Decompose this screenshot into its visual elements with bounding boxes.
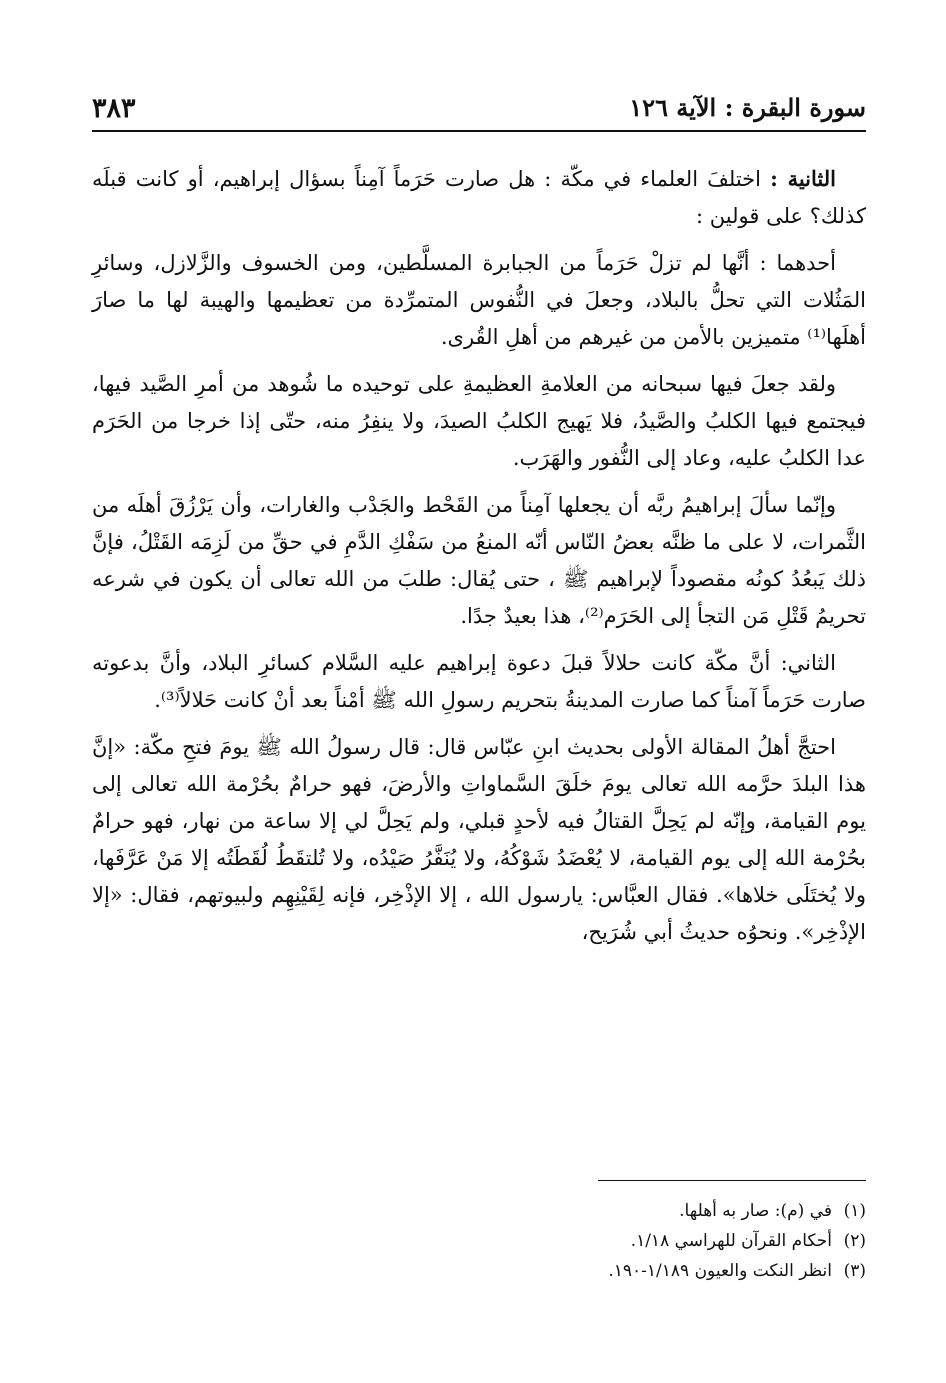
footnote-separator	[598, 1180, 866, 1181]
footnote-number: (١)	[843, 1201, 866, 1221]
main-text	[92, 160, 866, 961]
footnote-text: انظر النكت والعيون ١/١٨٩-١٩٠.	[608, 1261, 832, 1281]
footnote-number: (٢)	[843, 1231, 866, 1251]
footnote-2	[92, 1226, 866, 1256]
paragraph-second-question	[92, 160, 866, 235]
paragraph-second-opinion	[92, 645, 866, 719]
footnotes	[92, 1196, 866, 1286]
paragraph-lead: الثانية :	[770, 166, 836, 191]
paragraph-first-opinion	[92, 245, 866, 356]
paragraph-abraham-request	[92, 487, 866, 635]
paragraph-hunting-sign	[92, 366, 866, 477]
footnote-1	[92, 1196, 866, 1226]
paragraph-text: احتجَّ أهلُ المقالة الأولى بحديث ابنِ عبّاس قال: قال رسولُ الله ﷺ يومَ فتحِ مكّة: «إنَّ هذا البلدَ حرَّمه الله تعالى يومَ خلَقَ السَّماواتِ والأرضَ، فهو حرامٌ بحُرْمة الله تعالى إلى يوم القيامة، وإنّه لم يَحِلَّ القتالُ فيه لأحدٍ قبلي، ولم يَحِلَّ لي إلا ساعة من نهار، فهو حرامٌ بحُرْمة الله إلى يوم القيامة، لا يُعْضَدُ شَوْكُهُ، ولا يُنَفَّرُ صَيْدُه، ولا تُلتقَطُ لُقَطَتُه إلا مَنْ عَرَّفَها، ولا يُختَلَى خلاها». فقال العبَّاس: يارسول الله ، إلا الإذْخِر، فإنه لِقَيْنِهِم ولبيوتهم، فقال: «إلا الإذْخِر». ونحوُه حديثُ أبي شُرَيح،	[92, 735, 866, 944]
paragraph-text: الثاني: أنَّ مكّة كانت حلالاً قبلَ دعوة إبراهيم عليه السَّلام كسائرِ البلاد، وأنَّ بدعوته صارت حَرَماً آمناً كما صارت المدينةُ بتحريم رسولِ الله ﷺ أمْناً بعد أنْ كانت حَلالاً⁽³⁾.	[92, 651, 866, 712]
footnote-number: (٣)	[843, 1261, 866, 1281]
page-number: ٣٨٣	[92, 93, 136, 124]
page-header	[92, 84, 866, 132]
footnote-text: أحكام القرآن للهراسي ١/١٨.	[630, 1231, 832, 1251]
footnote-3	[92, 1256, 866, 1286]
running-title: سورة البقرة : الآية ١٢٦	[629, 93, 866, 122]
paragraph-text: اختلفَ العلماء في مكّة : هل صارت حَرَماً آمِناً بسؤال إبراهيم، أو كانت قبلَه كذلك؟ على قولين :	[92, 167, 866, 228]
footnote-text: في (م): صار به أهلها.	[679, 1201, 832, 1221]
paragraph-text: ولقد جعلَ فيها سبحانه من العلامةِ العظيمةِ على توحيده ما شُوهد من أمرِ الصَّيد فيها، فيجتمع فيها الكلبُ والصَّيدُ، فلا يَهيج الكلبُ الصيدَ، ولا ينفِرُ منه، حتّى إذا خرجا من الحَرَم عدا الكلبُ عليه، وعاد إلى النُّفور والهَرَب.	[92, 372, 866, 470]
paragraph-text: أحدهما : أنَّها لم تزلْ حَرَماً من الجبابرة المسلَّطين، ومن الخسوف والزَّلازل، وسائرِ المَثُلات التي تحلُّ بالبلاد، وجعلَ في النُّفوس المتمرِّدة من تعظيمها والهيبة لها ما صارَ أهلَها⁽¹⁾ متميزين بالأمن من غيرهم من أهلِ القُرى.	[92, 251, 866, 349]
paragraph-text: وإنّما سألَ إبراهيمُ ربَّه أن يجعلها آمِناً من القَحْط والجَدْب والغارات، وأن يَرْزُقَ أهلَه من الثَّمرات، لا على ما ظنَّه بعضُ النّاس أنّه المنعُ من سَفْكِ الدَّمِ في حقِّ من لَزِمَه القَتْلُ، فإنَّ ذلك يَبعُدُ كونُه مقصوداً لإبراهيم ﷺ ، حتى يُقال: طلبَ من الله تعالى أن يكون في شرعه تحريمُ قَتْلِ مَن التجأ إلى الحَرَم⁽²⁾، هذا بعيدٌ جدًا.	[92, 493, 866, 628]
paragraph-hadith-evidence	[92, 729, 866, 951]
